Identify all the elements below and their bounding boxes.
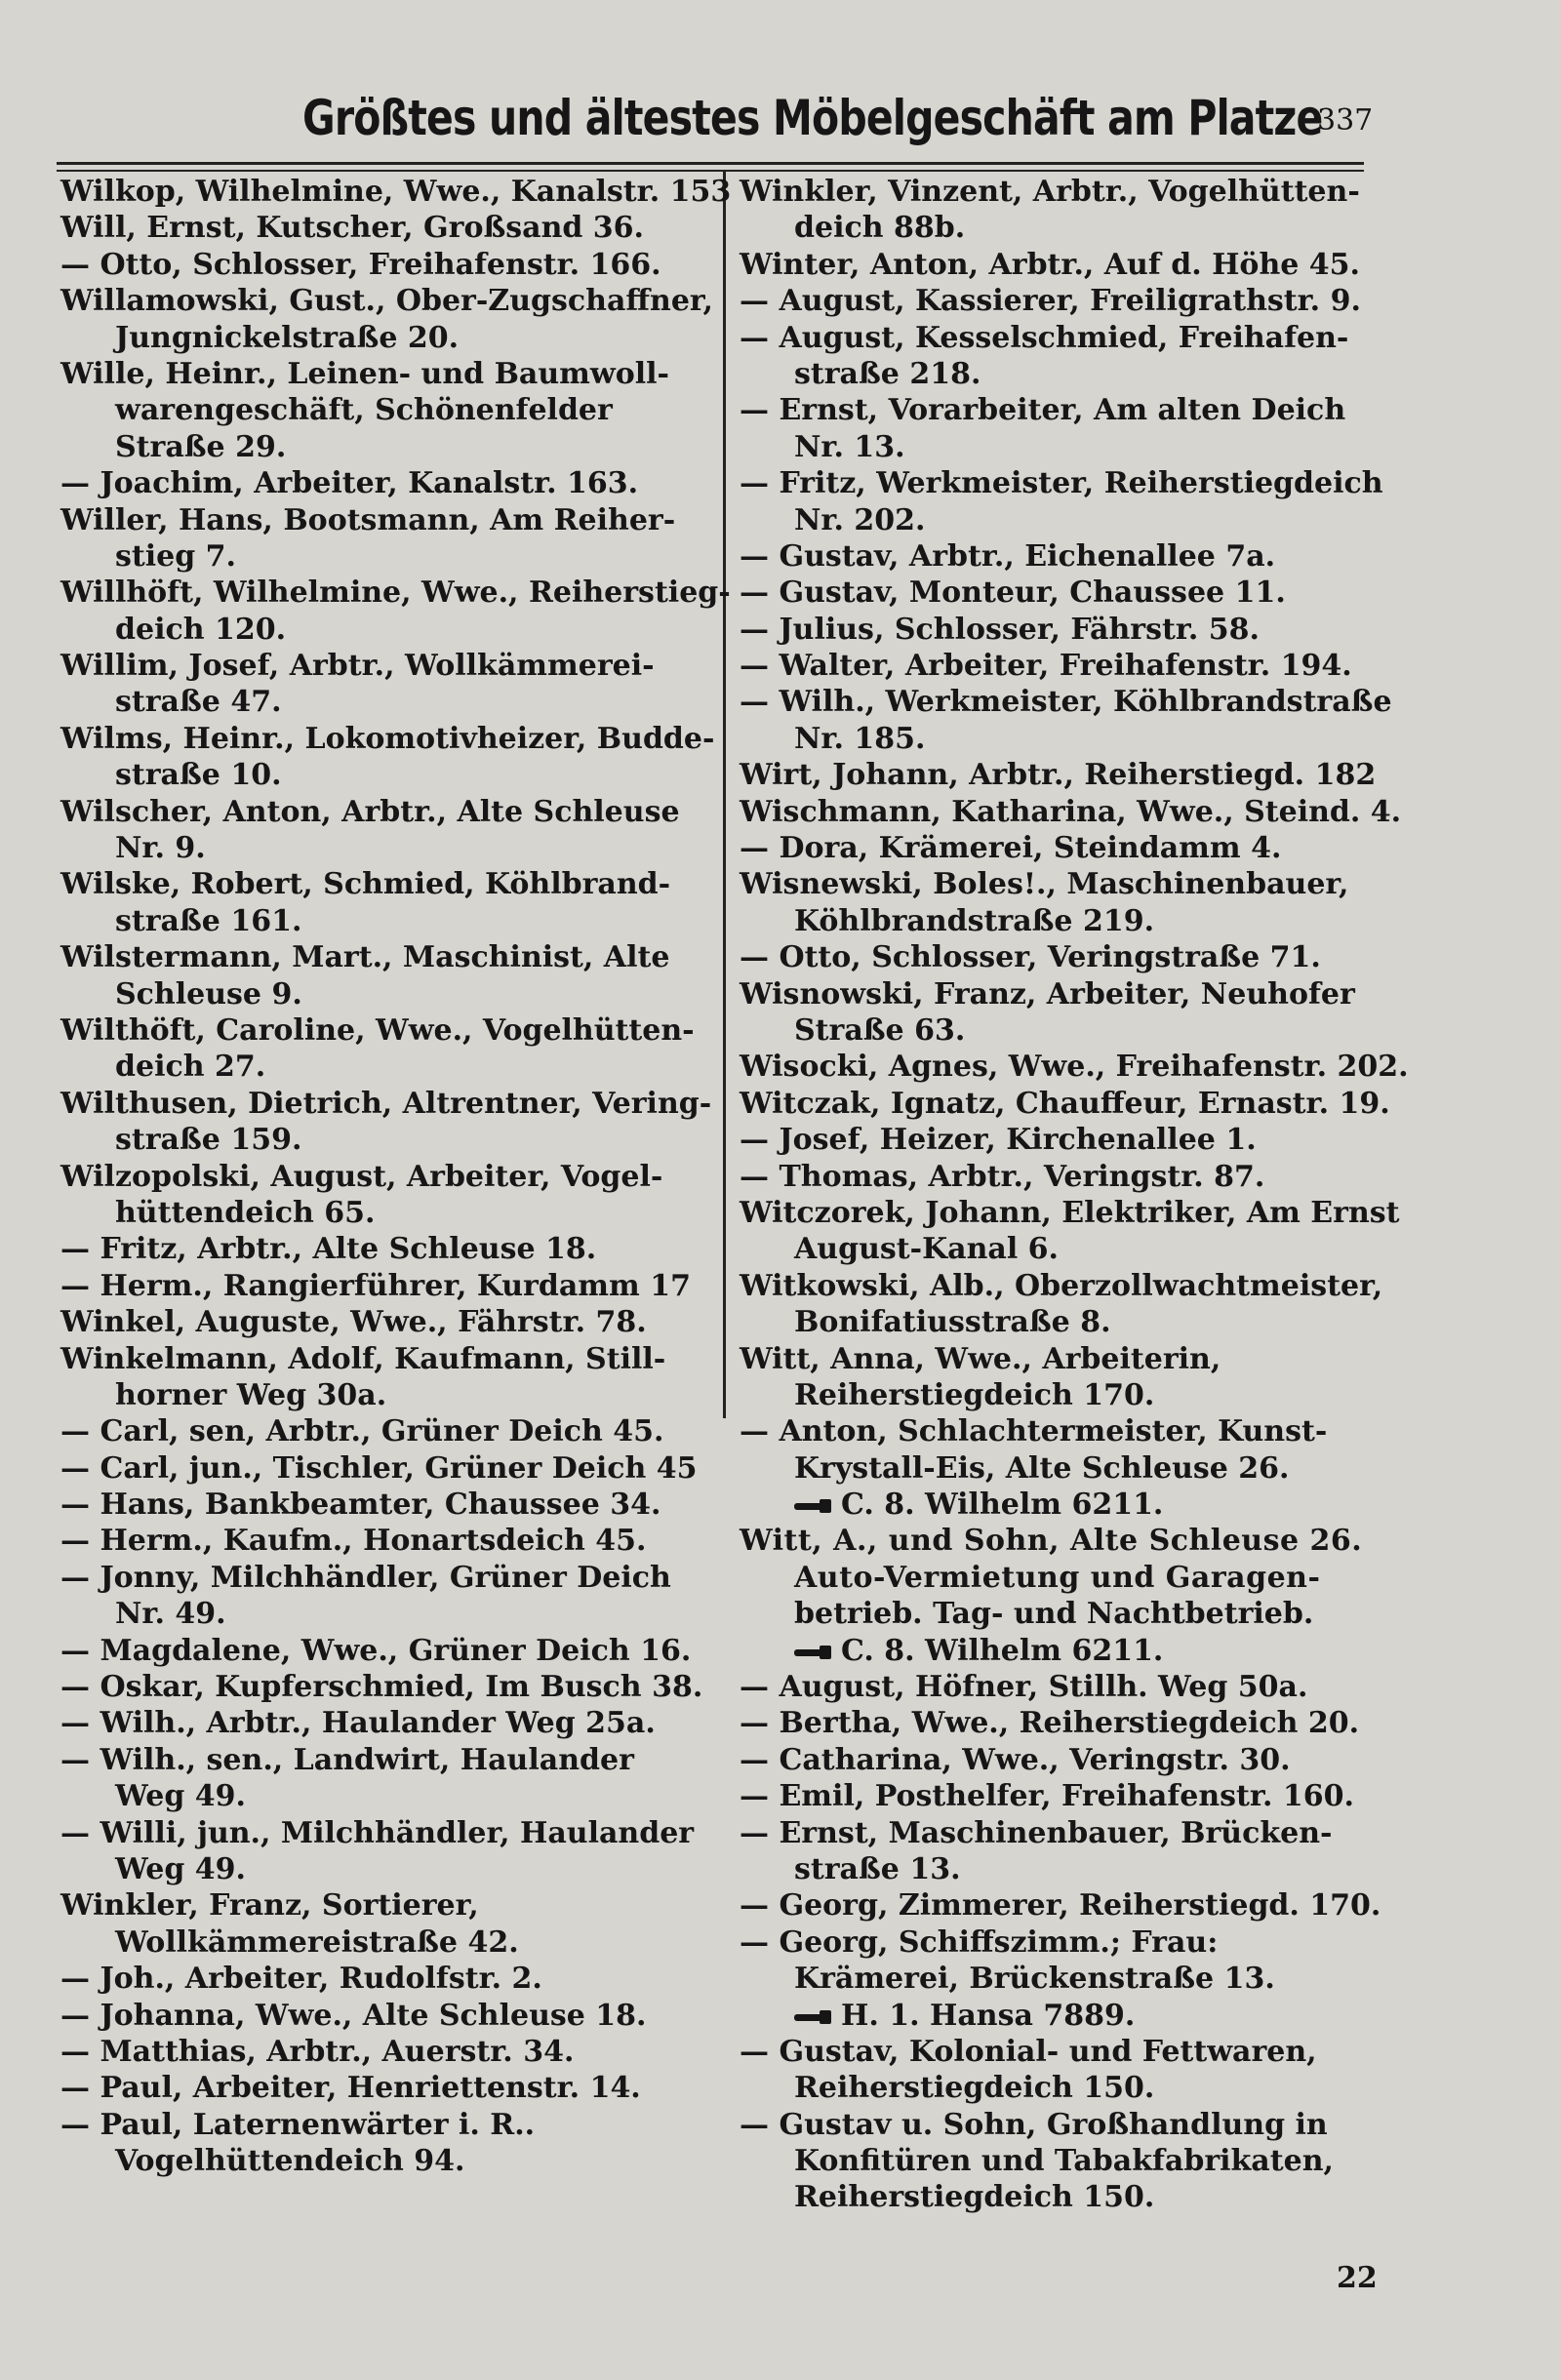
directory-line (60, 612, 714, 648)
directory-entry-text: — Johanna, Wwe., Alte Schleuse 18. (60, 1998, 647, 2033)
directory-line (740, 429, 1383, 465)
directory-entry-text: — Fritz, Werkmeister, Reiherstiegdeich (740, 466, 1383, 501)
directory-entry-text: Wollkämmereistraße 42. (115, 1924, 519, 1960)
directory-line (60, 648, 714, 684)
directory-entry-text: — Thomas, Arbtr., Veringstr. 87. (740, 1159, 1265, 1194)
directory-line (60, 575, 731, 611)
right-column (740, 174, 1409, 2216)
directory-line (740, 721, 1383, 757)
directory-entry-text: straße 47. (115, 685, 282, 720)
directory-line (740, 2107, 1383, 2143)
directory-line (740, 210, 1383, 246)
directory-line (740, 1669, 1383, 1705)
directory-line (60, 1669, 714, 1705)
directory-line (740, 502, 1383, 538)
directory-line (60, 538, 714, 575)
directory-entry-text: Wilthusen, Dietrich, Altrentner, Vering- (60, 1086, 712, 1121)
directory-line (740, 2179, 1383, 2215)
page-number: 337 (1317, 103, 1374, 138)
directory-line (740, 1012, 1383, 1049)
directory-entry-text: C. 8. Wilhelm 6211. (841, 1488, 1164, 1523)
directory-entry-text: — Carl, sen, Arbtr., Grüner Deich 45. (60, 1414, 664, 1449)
directory-entry-text: Wisocki, Agnes, Wwe., Freihafenstr. 202. (740, 1050, 1409, 1085)
directory-entry-text: — Fritz, Arbtr., Alte Schleuse 18. (60, 1232, 597, 1267)
directory-line (60, 1742, 714, 1778)
directory-entry-text: Wilscher, Anton, Arbtr., Alte Schleuse (60, 794, 680, 829)
directory-entry-text: — Herm., Rangierführer, Kurdamm 17 (60, 1268, 691, 1303)
directory-entry-text: — Willi, jun., Milchhändler, Haulander (60, 1815, 695, 1850)
directory-line (740, 2143, 1383, 2179)
directory-entry-text: Winkler, Franz, Sortierer, (60, 1888, 479, 1924)
directory-line (740, 1778, 1383, 1814)
directory-line (60, 1159, 714, 1195)
directory-line (740, 575, 1383, 611)
directory-entry-text: Weg 49. (115, 1851, 246, 1886)
page-header (59, 90, 1385, 166)
directory-entry-text: — Catharina, Wwe., Veringstr. 30. (740, 1742, 1291, 1777)
directory-line (60, 465, 714, 501)
directory-line (740, 1159, 1383, 1195)
directory-entry-text: Nr. 49. (115, 1597, 226, 1632)
directory-entry-text: Wisnowski, Franz, Arbeiter, Neuhofer (740, 976, 1355, 1012)
directory-entry-text: — Paul, Arbeiter, Henriettenstr. 14. (60, 2071, 641, 2106)
directory-line (60, 903, 714, 939)
directory-entry-text: deich 88b. (794, 211, 966, 246)
directory-line (740, 1998, 1383, 2034)
directory-entry-text: Auto-Vermietung und Garagen- (794, 1560, 1321, 1595)
directory-entry-text: Winkelmann, Adolf, Kaufmann, Still- (60, 1341, 666, 1376)
directory-entry-text: Witkowski, Alb., Oberzollwachtmeister, (740, 1268, 1383, 1303)
directory-line (60, 1268, 714, 1304)
directory-line (740, 1450, 1383, 1487)
directory-line (740, 1596, 1383, 1632)
header-rule-bottom (57, 170, 1364, 172)
directory-entry-text: — Ernst, Maschinenbauer, Brücken- (740, 1815, 1333, 1850)
directory-line (60, 1851, 714, 1887)
directory-line (60, 1086, 714, 1122)
directory-entry-text: C. 8. Wilhelm 6211. (841, 1633, 1164, 1668)
directory-line (60, 1304, 714, 1340)
directory-line (740, 283, 1383, 319)
directory-entry-text: Wilske, Robert, Schmied, Köhlbrand- (60, 867, 671, 902)
directory-entry-text: Krystall-Eis, Alte Schleuse 26. (794, 1450, 1290, 1486)
directory-entry-text: stieg 7. (115, 538, 236, 574)
directory-entry-text: — Joh., Arbeiter, Rudolfstr. 2. (60, 1962, 542, 1997)
directory-line (60, 2107, 714, 2143)
column-divider (723, 172, 726, 1418)
directory-line (740, 612, 1383, 648)
signature-mark: 22 (1337, 2261, 1378, 2295)
directory-entry-text: Wirt, Johann, Arbtr., Reiherstiegd. 182 (740, 758, 1377, 793)
directory-entry-text: August-Kanal 6. (794, 1232, 1059, 1267)
directory-entry-text: straße 161. (115, 903, 302, 938)
directory-entry-text: — Otto, Schlosser, Freihafenstr. 166. (60, 247, 661, 282)
directory-line (740, 174, 1383, 210)
directory-entry-text: Willamowski, Gust., Ober-Zugschaffner, (60, 284, 713, 319)
directory-line (740, 684, 1392, 720)
directory-line (740, 1086, 1390, 1122)
directory-entry-text: Köhlbrandstraße 219. (794, 903, 1155, 938)
directory-entry-text: Straße 63. (794, 1012, 966, 1048)
directory-line (740, 356, 1383, 392)
directory-line (740, 247, 1383, 283)
directory-line (740, 1122, 1383, 1158)
directory-entry-text: — Wilh., Werkmeister, Köhlbrandstraße (740, 685, 1392, 720)
directory-line (60, 1705, 714, 1741)
directory-line (60, 174, 732, 210)
directory-line (740, 1887, 1383, 1924)
directory-entry-text: — Paul, Laternenwärter i. R.. (60, 2107, 536, 2142)
directory-entry-text: — Gustav, Kolonial- und Fettwaren, (740, 2034, 1317, 2069)
directory-line (60, 2070, 714, 2106)
directory-line (60, 1924, 714, 1961)
directory-line (60, 1341, 714, 1377)
directory-line (740, 1377, 1383, 1413)
directory-line (740, 1633, 1383, 1669)
directory-line (60, 2143, 714, 2179)
directory-line (60, 721, 714, 757)
directory-entry-text: Witt, Anna, Wwe., Arbeiterin, (740, 1341, 1221, 1376)
directory-line (740, 2034, 1383, 2070)
directory-entry-text: — Ernst, Vorarbeiter, Am alten Deich (740, 393, 1346, 428)
directory-entry-text: Willer, Hans, Bootsmann, Am Reiher- (60, 502, 676, 537)
directory-line (740, 1961, 1383, 1997)
directory-entry-text: Reiherstiegdeich 150. (794, 2071, 1155, 2106)
directory-line (740, 2070, 1383, 2106)
directory-entry-text: Nr. 185. (794, 721, 926, 756)
directory-line (60, 830, 714, 866)
directory-entry-text: Schleuse 9. (115, 976, 302, 1012)
directory-entry-text: Willhöft, Wilhelmine, Wwe., Reiherstieg- (60, 575, 731, 611)
directory-entry-text: Reiherstiegdeich 150. (794, 2180, 1155, 2215)
directory-line (740, 1742, 1383, 1778)
directory-entry-text: — Gustav u. Sohn, Großhandlung in (740, 2107, 1328, 2142)
directory-line (740, 939, 1383, 975)
directory-line (740, 976, 1383, 1012)
telephone-icon (794, 1646, 833, 1659)
directory-line (60, 976, 714, 1012)
directory-entry-text: — Magdalene, Wwe., Grüner Deich 16. (60, 1633, 692, 1668)
directory-line (60, 1778, 714, 1814)
directory-line (60, 2034, 714, 2070)
directory-line (60, 866, 714, 902)
directory-line (740, 1560, 1383, 1596)
directory-entry-text: — Hans, Bankbeamter, Chaussee 34. (60, 1488, 661, 1523)
directory-entry-text: Winter, Anton, Arbtr., Auf d. Höhe 45. (740, 247, 1360, 282)
directory-line (60, 392, 714, 428)
directory-line (60, 684, 714, 720)
directory-line (60, 1487, 714, 1523)
directory-entry-text: Wille, Heinr., Leinen- und Baumwoll- (60, 356, 670, 391)
directory-entry-text: warengeschäft, Schönenfelder (115, 393, 613, 428)
directory-line (60, 1122, 714, 1158)
directory-entry-text: Wilstermann, Mart., Maschinist, Alte (60, 940, 670, 975)
directory-entry-text: straße 218. (794, 356, 981, 391)
directory-entry-text: Konfitüren und Tabakfabrikaten, (794, 2144, 1334, 2179)
header-rule-top (57, 162, 1364, 165)
directory-entry-text: — August, Kassierer, Freiligrathstr. 9. (740, 284, 1361, 319)
directory-line (740, 648, 1383, 684)
directory-entry-text: Nr. 9. (115, 831, 206, 866)
directory-entry-text: Reiherstiegdeich 170. (794, 1377, 1155, 1412)
directory-entry-text: Will, Ernst, Kutscher, Großsand 36. (60, 211, 644, 246)
directory-line (740, 320, 1383, 356)
directory-line (740, 1413, 1383, 1449)
directory-entry-text: — Bertha, Wwe., Reiherstiegdeich 20. (740, 1706, 1360, 1741)
directory-line (60, 210, 714, 246)
directory-entry-text: — Joachim, Arbeiter, Kanalstr. 163. (60, 466, 639, 501)
directory-line (60, 1231, 714, 1267)
directory-line (60, 1377, 714, 1413)
directory-entry-text: Winkler, Vinzent, Arbtr., Vogelhütten- (740, 175, 1360, 209)
directory-entry-text: — Oskar, Kupferschmied, Im Busch 38. (60, 1670, 703, 1705)
directory-line (740, 1231, 1383, 1267)
directory-line (60, 1413, 714, 1449)
directory-entry-text: deich 27. (115, 1050, 266, 1085)
directory-entry-text: Nr. 13. (794, 429, 905, 464)
directory-line (740, 1924, 1383, 1961)
directory-line (60, 1049, 714, 1085)
directory-entry-text: — Gustav, Arbtr., Eichenallee 7a. (740, 538, 1276, 574)
directory-entry-text: — Matthias, Arbtr., Auerstr. 34. (60, 2034, 575, 2069)
directory-entry-text: — Wilh., sen., Landwirt, Haulander (60, 1742, 634, 1777)
directory-entry-text: straße 159. (115, 1123, 302, 1158)
directory-line (740, 465, 1383, 501)
directory-line (60, 794, 714, 830)
directory-line (740, 866, 1383, 902)
directory-entry-text: Wisnewski, Boles!., Maschinenbauer, (740, 867, 1349, 902)
directory-entry-text: Willim, Josef, Arbtr., Wollkämmerei- (60, 649, 655, 684)
directory-line (740, 830, 1383, 866)
directory-entry-text: Witt, A., und Sohn, Alte Schleuse 26. (740, 1524, 1363, 1559)
directory-entry-text: Wilzopolski, August, Arbeiter, Vogel- (60, 1159, 663, 1194)
directory-entry-text: hüttendeich 65. (115, 1195, 376, 1230)
directory-entry-text: Jungnickelstraße 20. (115, 320, 460, 355)
directory-entry-text: — Gustav, Monteur, Chaussee 11. (740, 575, 1286, 611)
directory-entry-text: Nr. 202. (794, 502, 926, 537)
directory-line (60, 1998, 714, 2034)
directory-entry-text: — Julius, Schlosser, Fährstr. 58. (740, 612, 1260, 647)
directory-line (740, 903, 1383, 939)
directory-line (60, 247, 714, 283)
directory-entry-text: — August, Kesselschmied, Freihafen- (740, 320, 1349, 355)
directory-entry-text: — Georg, Schiffszimm.; Frau: (740, 1924, 1219, 1960)
directory-entry-text: — Carl, jun., Tischler, Grüner Deich 45 (60, 1450, 698, 1486)
directory-line (60, 1012, 714, 1049)
directory-line (60, 320, 714, 356)
directory-line (60, 1961, 714, 1997)
directory-line (60, 1560, 714, 1596)
directory-line (60, 502, 714, 538)
directory-entry-text: Wischmann, Katharina, Wwe., Steind. 4. (740, 794, 1402, 829)
directory-line (60, 429, 714, 465)
directory-entry-text: — August, Höfner, Stillh. Weg 50a. (740, 1670, 1308, 1705)
telephone-icon (794, 1499, 833, 1513)
directory-entry-text: Wilthöft, Caroline, Wwe., Vogelhütten- (60, 1012, 695, 1048)
directory-line (740, 538, 1383, 575)
directory-entry-text: straße 13. (794, 1851, 961, 1886)
directory-line (740, 1304, 1383, 1340)
directory-line (740, 1049, 1409, 1085)
directory-entry-text: Wilkop, Wilhelmine, Wwe., Kanalstr. 153 (60, 175, 732, 209)
directory-entry-text: Straße 29. (115, 429, 287, 464)
directory-line (740, 392, 1383, 428)
directory-line (60, 1596, 714, 1632)
directory-entry-text: Witczak, Ignatz, Chauffeur, Ernastr. 19. (740, 1086, 1390, 1121)
directory-entry-text: — Walter, Arbeiter, Freihafenstr. 194. (740, 649, 1352, 684)
directory-entry-text: — Emil, Posthelfer, Freihafenstr. 160. (740, 1779, 1354, 1814)
directory-line (60, 1523, 714, 1559)
directory-entry-text: — Dora, Krämerei, Steindamm 4. (740, 831, 1282, 866)
directory-line (740, 1341, 1383, 1377)
directory-entry-text: deich 120. (115, 612, 287, 647)
directory-line (60, 1633, 714, 1669)
directory-entry-text: — Josef, Heizer, Kirchenallee 1. (740, 1123, 1257, 1158)
directory-line (740, 1195, 1400, 1231)
directory-line (740, 1705, 1383, 1741)
telephone-icon (794, 2010, 833, 2024)
directory-line (740, 794, 1402, 830)
directory-entry-text: Vogelhüttendeich 94. (115, 2144, 465, 2179)
directory-entry-text: Krämerei, Brückenstraße 13. (794, 1962, 1275, 1997)
directory-line (740, 1268, 1383, 1304)
directory-line (740, 1487, 1383, 1523)
page-title: Größtes und ältestes Möbelgeschäft am Platze (302, 90, 1323, 146)
directory-entry-text: — Wilh., Arbtr., Haulander Weg 25a. (60, 1706, 656, 1741)
directory-line (740, 757, 1383, 793)
directory-line (740, 1851, 1383, 1887)
left-column (60, 174, 732, 2179)
directory-entry-text: straße 10. (115, 758, 282, 793)
directory-entry-text: — Herm., Kaufm., Honartsdeich 45. (60, 1524, 647, 1559)
directory-entry-text: — Anton, Schlachtermeister, Kunst- (740, 1414, 1328, 1449)
directory-line (60, 283, 714, 319)
directory-entry-text: — Otto, Schlosser, Veringstraße 71. (740, 940, 1321, 975)
directory-entry-text: Bonifatiusstraße 8. (794, 1305, 1111, 1340)
directory-line (60, 757, 714, 793)
directory-entry-text: horner Weg 30a. (115, 1377, 387, 1412)
directory-entry-text: Witczorek, Johann, Elektriker, Am Ernst (740, 1195, 1400, 1230)
directory-line (60, 1450, 714, 1487)
directory-line (60, 1815, 714, 1851)
directory-line (740, 1815, 1383, 1851)
directory-line (60, 1887, 714, 1924)
directory-line (60, 356, 714, 392)
directory-entry-text: Wilms, Heinr., Lokomotivheizer, Budde- (60, 721, 715, 756)
directory-entry-text: — Georg, Zimmerer, Reiherstiegd. 170. (740, 1888, 1381, 1924)
directory-entry-text: H. 1. Hansa 7889. (841, 1998, 1136, 2033)
directory-entry-text: Winkel, Auguste, Wwe., Fährstr. 78. (60, 1305, 647, 1340)
directory-line (740, 1523, 1383, 1559)
directory-entry-text: — Jonny, Milchhändler, Grüner Deich (60, 1560, 671, 1595)
directory-line (60, 939, 714, 975)
directory-line (60, 1195, 714, 1231)
directory-entry-text: Weg 49. (115, 1779, 246, 1814)
directory-entry-text: betrieb. Tag- und Nachtbetrieb. (794, 1597, 1314, 1632)
